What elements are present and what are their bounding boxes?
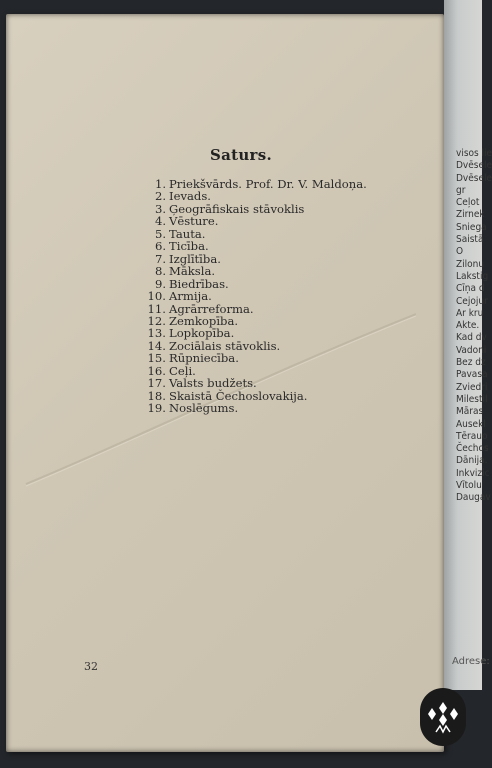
facing-page-line: Čechos <box>456 443 489 455</box>
toc-item-text: Ģeogrāfiskais stāvoklis <box>169 201 305 216</box>
toc-item-text: Biedrības. <box>169 276 229 291</box>
toc-item-number: 14. <box>147 338 166 353</box>
facing-page-line: gr <box>456 184 466 196</box>
facing-page-line: Tērauo <box>456 430 488 442</box>
facing-page-line: O <box>456 246 464 258</box>
toc-item-text: Izglītība. <box>169 251 221 266</box>
toc-item-text: Zociālais stāvoklis. <box>169 338 281 353</box>
toc-item-number: 4. <box>154 214 166 229</box>
toc-item-number: 3. <box>154 201 166 216</box>
facing-page-line: Dvēsele <box>456 160 492 172</box>
toc-item-text: Lopkopība. <box>169 326 235 341</box>
page-number: 32 <box>84 660 98 673</box>
toc-item-number: 1. <box>154 177 166 191</box>
facing-page-line: Milestil <box>456 393 488 405</box>
facing-page <box>444 0 492 690</box>
toc-item-text: Ticība. <box>169 239 209 254</box>
toc-item-text: Armija. <box>169 289 212 304</box>
toc-item-number: 9. <box>154 276 166 291</box>
toc-item-number: 11. <box>147 301 166 316</box>
toc-item-text: Ievads. <box>169 189 211 204</box>
facing-page-line: Zilonu <box>456 258 485 270</box>
facing-page-line: Pavasa <box>456 369 488 381</box>
facing-page-line: Cejojur <box>456 295 488 307</box>
toc-item <box>140 402 367 414</box>
toc-item-number: 18. <box>147 388 166 403</box>
toc-item-text: Rūpniecība. <box>169 351 239 366</box>
toc-item-text: Vēsture. <box>169 214 219 229</box>
watermark-logo <box>420 688 466 746</box>
toc-item-number: 17. <box>147 376 166 391</box>
toc-item-number: 5. <box>154 226 166 241</box>
logo-icon <box>420 688 466 746</box>
toc-item-text: Skaistā Čechoslovakija. <box>169 388 308 403</box>
toc-item-text: Māksla. <box>169 264 216 279</box>
toc-title: Saturs. <box>209 146 273 164</box>
facing-page-line: Lakstig <box>456 270 489 282</box>
facing-page-line: Ar kru <box>456 307 484 319</box>
toc-item-text: Noslēgums. <box>169 401 239 416</box>
toc-item-number: 10. <box>147 289 166 304</box>
facing-page-line: Ausekl <box>456 418 486 430</box>
facing-page-line: Zirnek <box>456 209 485 221</box>
toc-item-number: 19. <box>147 401 166 416</box>
facing-page-line: Ceļot <box>456 197 480 209</box>
facing-page-line: Inkvizic <box>456 467 490 479</box>
facing-page-text <box>456 148 492 505</box>
toc-item-text: Tauta. <box>169 226 206 241</box>
table-of-contents <box>140 178 367 415</box>
facing-page-line: visos lie <box>456 148 492 159</box>
toc-item-number: 12. <box>147 313 166 328</box>
toc-item-number: 2. <box>154 189 166 204</box>
facing-page-line: Sniega <box>456 221 487 233</box>
facing-page-line: Zviedri <box>456 381 488 393</box>
toc-item-text: Zemkopība. <box>169 313 239 328</box>
facing-page-line: Cīņa d <box>456 283 485 295</box>
facing-page-line: Saistā <box>456 234 484 246</box>
toc-item-number: 7. <box>154 251 166 266</box>
facing-page-address: Adrese: <box>452 656 490 667</box>
facing-page-line: Dānija. <box>456 455 488 467</box>
facing-page-line: Akte. <box>456 320 480 332</box>
toc-item-text: Ceļi. <box>169 363 196 378</box>
facing-page-line: Vadoni <box>456 344 487 356</box>
facing-page-line: Daugav <box>456 492 491 504</box>
toc-item-number: 13. <box>147 326 166 341</box>
facing-page-line: Vītolu <box>456 480 482 492</box>
facing-page-line: Bez dz <box>456 357 486 369</box>
toc-item-number: 15. <box>147 351 166 366</box>
facing-page-line: Māras <box>456 406 484 418</box>
facing-page-line: Kad dv <box>456 332 487 344</box>
toc-item-number: 8. <box>154 264 166 279</box>
toc-item-text: Valsts budžets. <box>169 376 257 391</box>
toc-item-number: 16. <box>147 363 166 378</box>
toc-item-text: Agrārreforma. <box>169 301 254 316</box>
facing-page-line: Dvēsele <box>456 172 492 184</box>
toc-item-text: Priekšvārds. Prof. Dr. V. Maldoņa. <box>169 177 367 191</box>
toc-item-number: 6. <box>154 239 166 254</box>
